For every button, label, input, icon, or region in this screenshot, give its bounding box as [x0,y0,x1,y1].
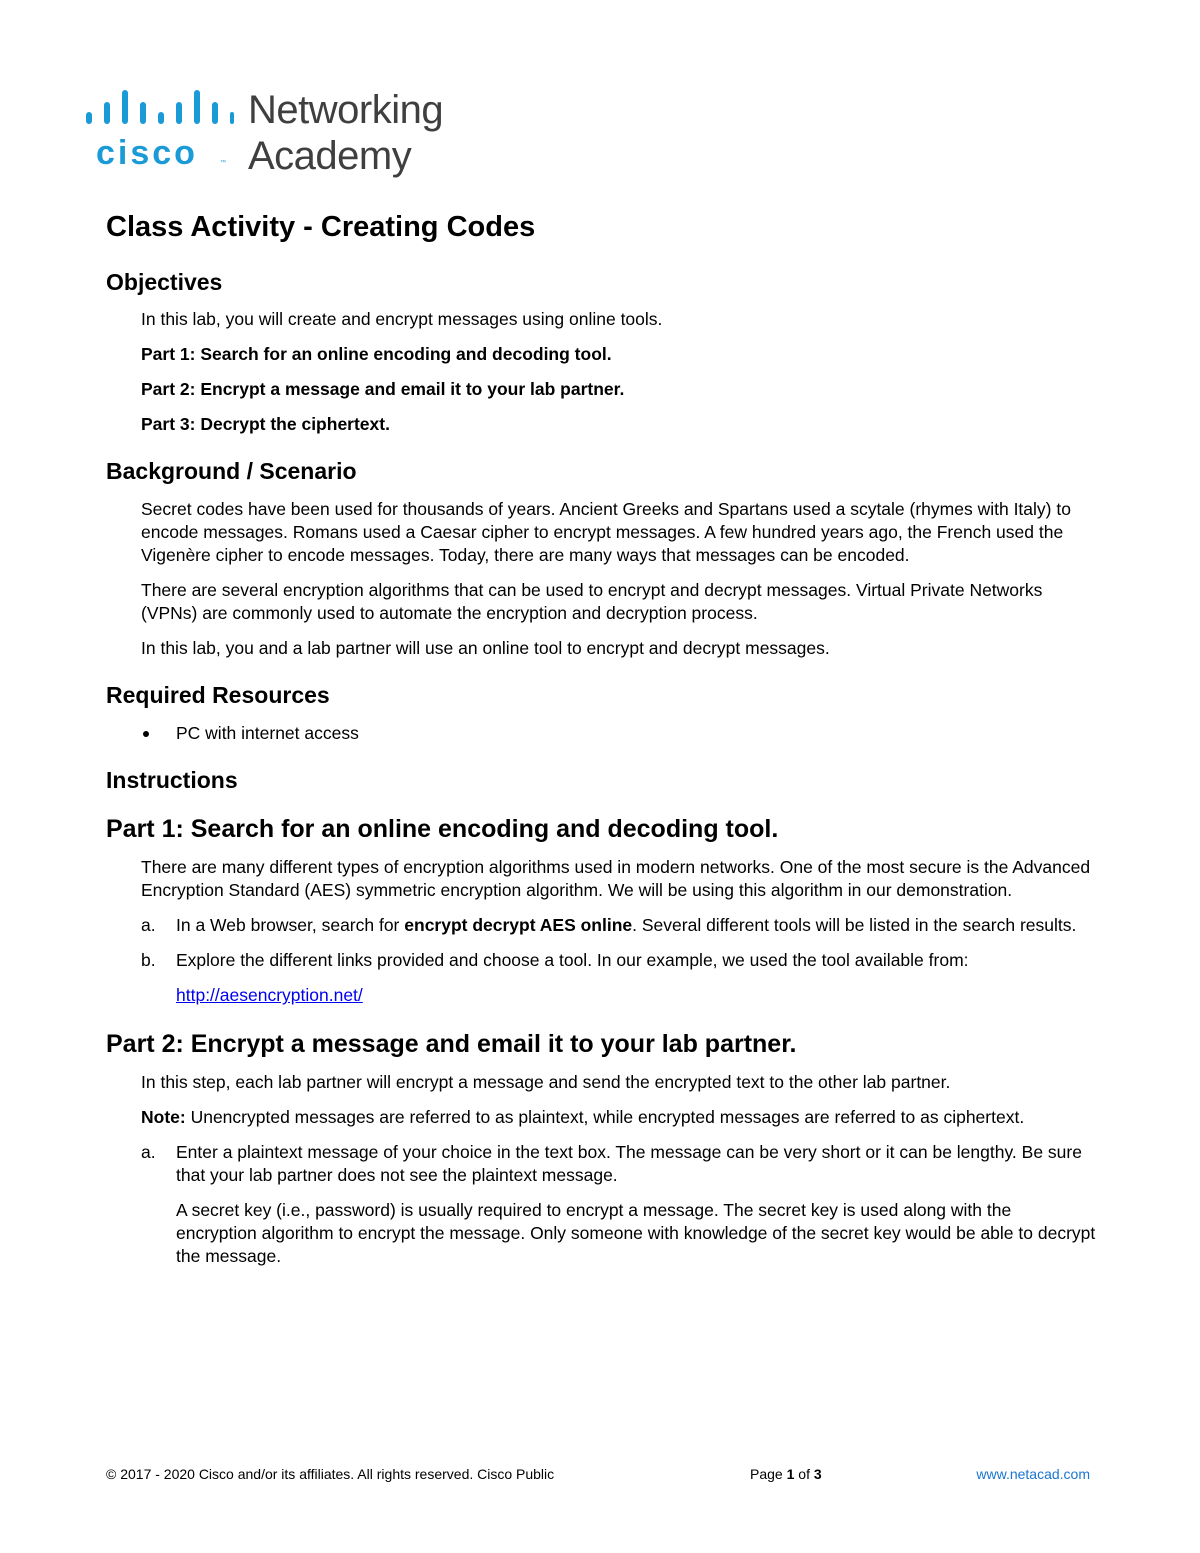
note-text: Unencrypted messages are referred to as plaintext, while encrypted messages are referred to as ciphertext. [185,1107,1025,1128]
part-1-intro: There are many different types of encryption algorithms used in modern networks. One of the most secure is the Advanced Encryption Standard (AES) symmetric encryption algorithm. We will be using this algorithm in our demonstration. [141,857,1091,901]
resource-item-text: PC with internet access [176,722,359,743]
step-a-search-term: encrypt decrypt AES online [404,915,633,936]
part-2-note [141,1106,1096,1129]
objectives-intro: In this lab, you will create and encrypt messages using online tools. [141,309,663,330]
step-a-text-post: . Several different tools will be listed in the search results. [632,915,1077,936]
logo-bar [122,90,128,124]
background-paragraph-2: There are several encryption algorithms that can be used to encrypt and decrypt messages. Virtual Private Networks (VPNs) are commonly used to automate the encryption and decryption process. [141,579,1043,623]
resources-heading: Required Resources [106,681,330,708]
logo-bar [176,102,182,124]
link-paragraph [176,984,1096,1007]
logo-bar [194,90,200,124]
background-paragraph-1: Secret codes have been used for thousands of years. Ancient Greeks and Spartans used a scytale (rhymes with Italy) to encode messages. Romans used a Caesar cipher to encrypt messages. A few hundred years ago, the French used the Vigenère cipher to encode messages. Today, there are many ways that messages can be encoded. [141,498,1071,565]
objective-part-1: Part 1: Search for an online encoding and decoding tool. [141,344,612,365]
trademark-mark: ™ [220,160,226,166]
page-number [750,1466,822,1482]
part-2-intro: In this step, each lab partner will encrypt a message and send the encrypted text to the other lab partner. [141,1072,951,1093]
document-body [106,210,1096,1280]
part-1-heading: Part 1: Search for an online encoding and decoding tool. [106,815,779,844]
page-current: 1 [786,1466,795,1482]
part-1-step-a [106,914,1096,937]
page-title: Class Activity - Creating Codes [106,211,536,243]
step-marker: a. [141,915,156,936]
list-item [106,722,1096,745]
logo-bar [230,112,234,124]
background-heading: Background / Scenario [106,458,357,485]
step-b-text: Explore the different links provided and choose a tool. In our example, we used the tool available from: [176,950,969,971]
step-marker: a. [141,1142,156,1163]
logo-bar [104,102,110,124]
page-prefix: Page [750,1466,787,1482]
page-of: of [794,1466,814,1482]
logo-bar [140,102,146,124]
logo-bar [158,112,164,124]
copyright-text: © 2017 - 2020 Cisco and/or its affiliates. All rights reserved. Cisco Public [106,1466,555,1482]
objectives-heading: Objectives [106,268,223,295]
objective-part-3: Part 3: Decrypt the ciphertext. [141,414,390,435]
logo-networking: Networking [248,88,444,132]
logo-bar [86,112,92,124]
logo-academy: Academy [248,134,412,178]
instructions-heading: Instructions [106,766,238,793]
bullet-icon [143,731,149,737]
logo-cisco-wordmark: cisco [96,134,198,172]
cisco-bars-icon [84,88,234,133]
background-paragraph-3: In this lab, you and a lab partner will use an online tool to encrypt and decrypt messages. [141,637,830,658]
objective-part-2: Part 2: Encrypt a message and email it to your lab partner. [141,379,625,400]
page-total: 3 [813,1466,822,1482]
step-a-text: Enter a plaintext message of your choice in the text box. The message can be very short or it can be lengthy. Be sure that your lab partner does not see the plaintext message. [176,1142,1082,1186]
part-2-step-a [106,1141,1096,1187]
website-link[interactable]: www.netacad.com [976,1466,1090,1482]
part-1-step-b [106,949,1096,972]
step-marker: b. [141,950,156,971]
step-a-text-pre: In a Web browser, search for [176,915,405,936]
logo-bar [212,102,218,124]
note-label: Note: [141,1107,186,1128]
aesencryption-link[interactable]: http://aesencryption.net/ [176,985,363,1006]
cisco-networking-academy-logo [84,88,464,180]
step-a-continuation: A secret key (i.e., password) is usually required to encrypt a message. The secret key is used along with the encryption algorithm to encrypt the message. Only someone with knowledge of the secret key would be able to decrypt the message. [176,1200,1096,1267]
part-2-heading: Part 2: Encrypt a message and email it to your lab partner. [106,1030,797,1059]
